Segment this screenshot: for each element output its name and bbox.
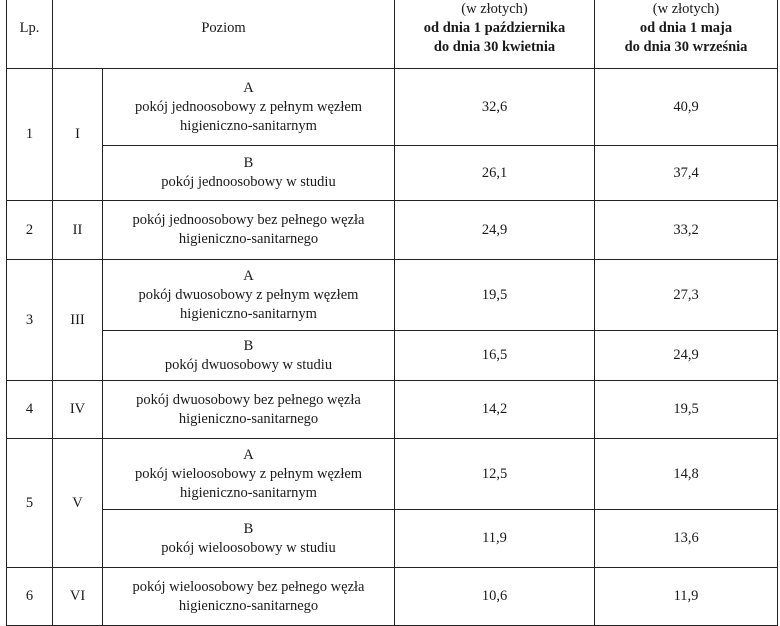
room-line1: pokój jednoosobowy w studiu	[161, 174, 336, 190]
table-row	[7, 201, 778, 260]
header-winter-from: od dnia 1 października	[423, 20, 566, 36]
header-summer-price	[595, 0, 778, 69]
room-line1: pokój dwuosobowy bez pełnego węzła	[136, 391, 361, 408]
header-summer-unit: (w złotych)	[652, 1, 720, 17]
variant-label: B	[243, 337, 254, 354]
room-description	[103, 260, 395, 331]
header-winter-to: do dnia 30 kwietnia	[433, 39, 556, 55]
winter-price: 19,5	[395, 260, 595, 331]
room-line2: higieniczno-sanitarnym	[180, 305, 317, 322]
room-line1: pokój wieloosobowy bez pełnego węzła	[132, 578, 365, 595]
room-description	[103, 69, 395, 146]
header-winter-price	[395, 0, 595, 69]
winter-price: 16,5	[395, 331, 595, 381]
summer-price: 24,9	[595, 331, 778, 381]
level-cell: IV	[53, 381, 103, 439]
header-winter-unit: (w złotych)	[461, 1, 528, 17]
lp-cell: 3	[7, 260, 53, 381]
variant-label: B	[243, 155, 254, 171]
header-summer-to: do dnia 30 września	[624, 39, 748, 55]
room-line2: higieniczno-sanitarnego	[178, 597, 319, 614]
level-cell: I	[53, 69, 103, 201]
room-line2: higieniczno-sanitarnego	[178, 410, 319, 427]
room-line2: higieniczno-sanitarnego	[178, 231, 319, 247]
winter-price: 24,9	[395, 201, 595, 260]
lp-cell: 6	[7, 568, 53, 626]
winter-price: 14,2	[395, 381, 595, 439]
table-row	[7, 439, 778, 510]
winter-price: 26,1	[395, 146, 595, 201]
winter-price: 12,5	[395, 439, 595, 510]
summer-price: 40,9	[595, 69, 778, 146]
room-line1: pokój dwuosobowy w studiu	[164, 356, 333, 373]
level-cell: II	[53, 201, 103, 260]
table-row	[7, 568, 778, 626]
variant-label: A	[243, 446, 254, 463]
room-description	[103, 510, 395, 568]
table-row	[7, 331, 778, 381]
header-row	[7, 0, 778, 69]
table-row	[7, 146, 778, 201]
variant-label: A	[243, 79, 254, 96]
winter-price: 32,6	[395, 69, 595, 146]
summer-price: 37,4	[595, 146, 778, 201]
room-description	[103, 439, 395, 510]
room-description	[103, 201, 395, 260]
table-row	[7, 381, 778, 439]
room-description	[103, 146, 395, 201]
header-poziom: Poziom	[53, 0, 395, 69]
header-lp: Lp.	[7, 0, 53, 69]
summer-price: 11,9	[595, 568, 778, 626]
lp-cell: 1	[7, 69, 53, 201]
summer-price: 27,3	[595, 260, 778, 331]
summer-price: 33,2	[595, 201, 778, 260]
table-row	[7, 69, 778, 146]
winter-price: 10,6	[395, 568, 595, 626]
room-description	[103, 568, 395, 626]
room-line2: higieniczno-sanitarnym	[180, 484, 317, 501]
level-cell: VI	[53, 568, 103, 626]
level-cell: V	[53, 439, 103, 568]
summer-price: 13,6	[595, 510, 778, 568]
price-table	[6, 0, 778, 626]
summer-price: 19,5	[595, 381, 778, 439]
table-row	[7, 510, 778, 568]
winter-price: 11,9	[395, 510, 595, 568]
room-description	[103, 331, 395, 381]
level-cell: III	[53, 260, 103, 381]
room-line1: pokój jednoosobowy bez pełnego węzła	[132, 212, 365, 228]
room-line1: pokój jednoosobowy z pełnym węzłem	[134, 98, 363, 115]
variant-label: A	[243, 267, 254, 284]
room-line1: pokój wieloosobowy w studiu	[161, 539, 336, 556]
lp-cell: 4	[7, 381, 53, 439]
variant-label: B	[243, 520, 254, 537]
table-row	[7, 260, 778, 331]
header-summer-from: od dnia 1 maja	[639, 20, 733, 36]
summer-price: 14,8	[595, 439, 778, 510]
room-description	[103, 381, 395, 439]
lp-cell: 2	[7, 201, 53, 260]
lp-cell: 5	[7, 439, 53, 568]
room-line1: pokój dwuosobowy z pełnym węzłem	[138, 286, 359, 303]
room-line1: pokój wieloosobowy z pełnym węzłem	[134, 465, 363, 482]
room-line2: higieniczno-sanitarnym	[180, 117, 317, 134]
